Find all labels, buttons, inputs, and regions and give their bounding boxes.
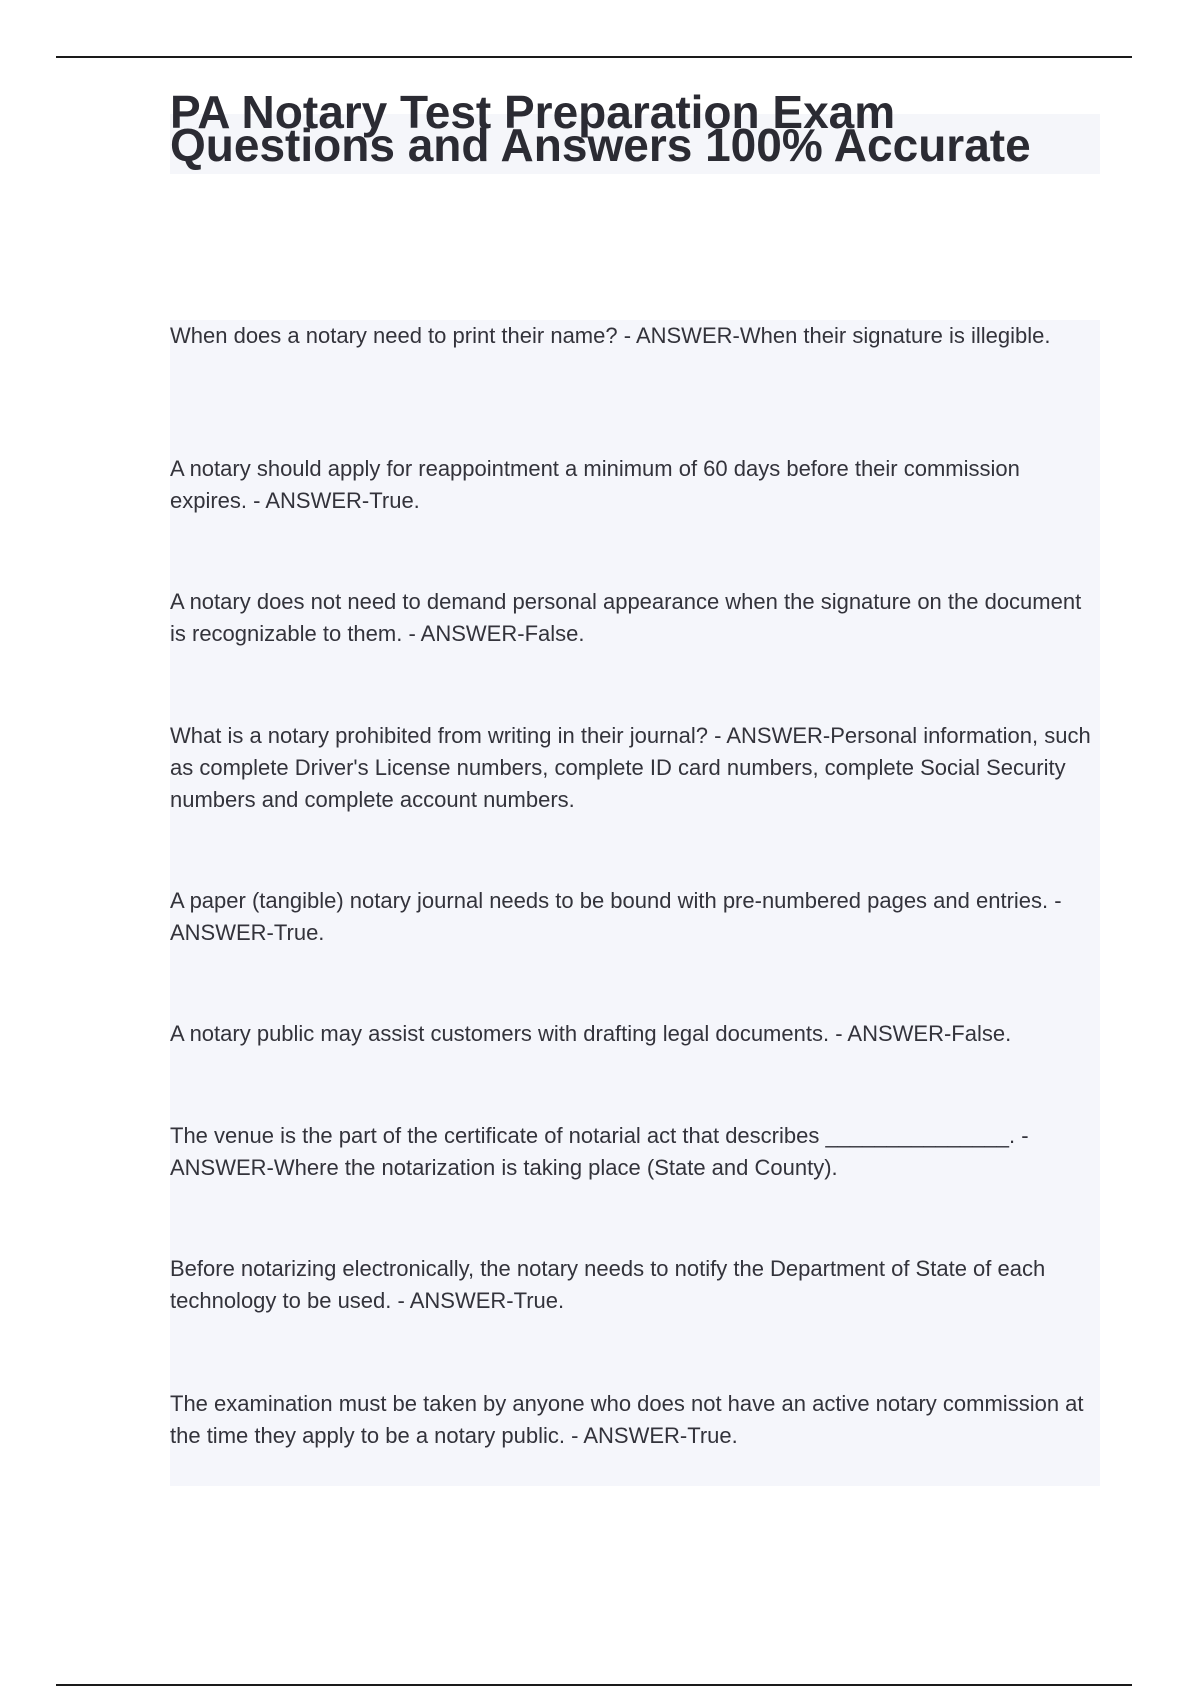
qa-item: A notary does not need to demand personal appearance when the signature on the document is recognizable to them. - ANSWER-False. xyxy=(170,589,1082,646)
qa-item: The examination must be taken by anyone who does not have an active notary commission at the time they apply to be a notary public. - ANSWER-True. xyxy=(170,1391,1084,1448)
qa-item: The venue is the part of the certificate of notarial act that describes _______________. - ANSWER-Where the notarization is taking place (State and County). xyxy=(170,1123,1029,1180)
qa-item: When does a notary need to print their name? - ANSWER-When their signature is illegible. xyxy=(170,323,1051,348)
top-rule xyxy=(56,56,1132,58)
qa-item: What is a notary prohibited from writing in their journal? - ANSWER-Personal information, such as complete Driver's License numbers, complete ID card numbers, complete Social Security numbers and complete account numbers. xyxy=(170,723,1091,812)
bottom-rule xyxy=(56,1684,1132,1686)
qa-item: A notary public may assist customers with drafting legal documents. - ANSWER-False. xyxy=(170,1021,1012,1046)
qa-item: A paper (tangible) notary journal needs to be bound with pre-numbered pages and entries. - ANSWER-True. xyxy=(170,888,1062,945)
document-title: PA Notary Test Preparation Exam Questions and Answers 100% Accurate xyxy=(170,86,1031,171)
qa-item: A notary should apply for reappointment a minimum of 60 days before their commission expires. - ANSWER-True. xyxy=(170,456,1020,513)
qa-item: Before notarizing electronically, the notary needs to notify the Department of State of each technology to be used. - ANSWER-True. xyxy=(170,1256,1046,1313)
